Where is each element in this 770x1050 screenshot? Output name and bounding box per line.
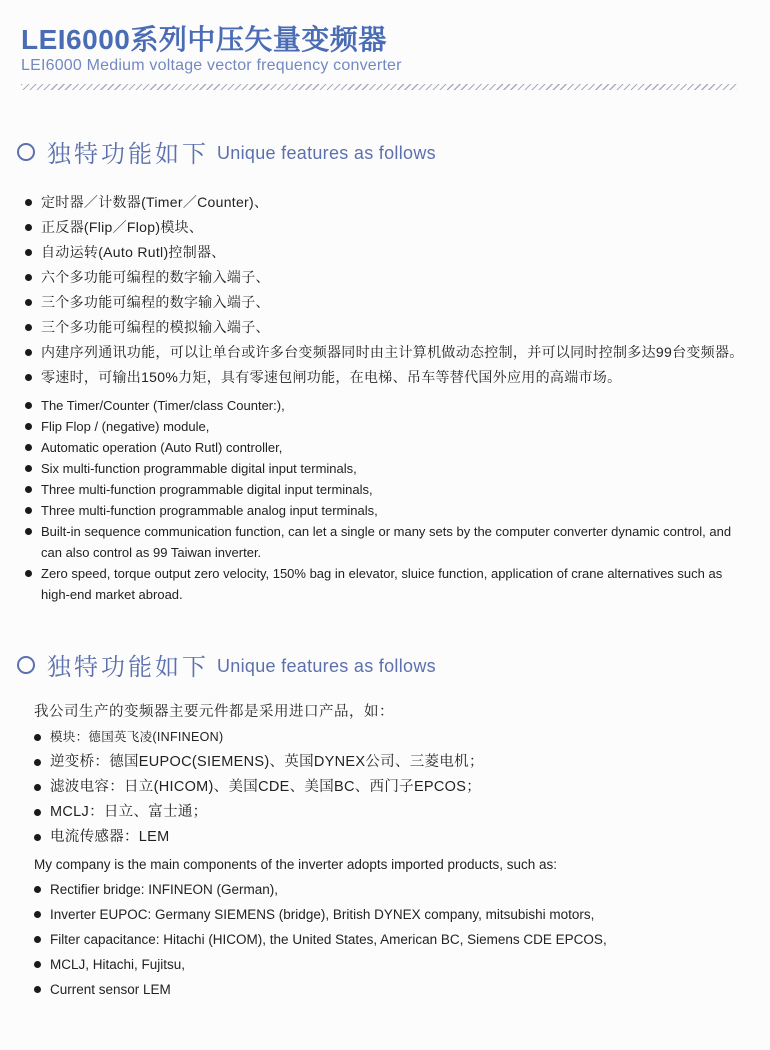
list-item	[34, 877, 748, 902]
list-item	[34, 952, 748, 977]
list-item	[34, 750, 748, 775]
list-item	[25, 416, 748, 437]
section-heading-cn: 独特功能如下	[47, 141, 209, 169]
list-item-text: Six multi-function programmable digital input terminals,	[41, 461, 357, 477]
bullet-icon	[25, 402, 32, 409]
bullet-icon	[25, 324, 32, 331]
list-item-text: 自动运转(Auto Rutl)控制器、	[41, 244, 226, 261]
list-item-text: Inverter EUPOC: Germany SIEMENS (bridge), British DYNEX company, mitsubishi motors,	[50, 907, 595, 923]
bullet-icon	[34, 886, 41, 893]
bullet-icon	[34, 784, 41, 791]
bullet-icon	[34, 759, 41, 766]
list-item	[34, 725, 748, 750]
list-item-text: Built-in sequence communication function, can let a single or many sets by the computer converter dynamic control, and can also control as 99 Taiwan inverter.	[41, 524, 732, 561]
bullet-icon	[34, 936, 41, 943]
bullet-icon	[25, 486, 32, 493]
components-list-en	[34, 877, 748, 1002]
components-list-cn	[34, 725, 748, 850]
bullet-icon	[25, 274, 32, 281]
list-item-text: MCLJ, Hitachi, Fujitsu,	[50, 957, 186, 973]
list-item-text: Filter capacitance: Hitachi (HICOM), the United States, American BC, Siemens CDE EPCOS,	[50, 932, 607, 948]
list-item	[25, 240, 748, 265]
list-item	[34, 977, 748, 1002]
list-item-text: Current sensor LEM	[50, 982, 171, 998]
hatch-divider	[21, 84, 737, 90]
section-heading-cn: 独特功能如下	[47, 654, 209, 682]
circle-icon	[17, 656, 35, 674]
bullet-icon	[34, 834, 41, 841]
list-item	[34, 825, 748, 850]
bullet-icon	[25, 423, 32, 430]
bullet-icon	[25, 199, 32, 206]
list-item-text: The Timer/Counter (Timer/class Counter:),	[41, 398, 285, 414]
bullet-icon	[25, 374, 32, 381]
page-subtitle: LEI6000 Medium voltage vector frequency converter	[21, 57, 402, 75]
bullet-icon	[25, 465, 32, 472]
list-item-text: 三个多功能可编程的数字输入端子、	[41, 294, 270, 311]
bullet-icon	[34, 986, 41, 993]
section-unique-features-2	[0, 647, 770, 1002]
intro-text-cn: 我公司生产的变频器主要元件都是采用进口产品，如：	[34, 704, 394, 721]
list-item-text: Automatic operation (Auto Rutl) controller,	[41, 440, 283, 456]
list-item	[34, 800, 748, 825]
list-item	[25, 365, 748, 390]
section-heading	[17, 134, 748, 169]
list-item-text: 三个多功能可编程的模拟输入端子、	[41, 319, 270, 336]
bullet-icon	[25, 349, 32, 356]
page-title: LEI6000系列中压矢量变频器	[21, 24, 387, 55]
bullet-icon	[25, 528, 32, 535]
section-unique-features-1	[0, 134, 770, 605]
list-item-text: 滤波电容：日立(HICOM)、美国CDE、美国BC、西门子EPCOS；	[50, 779, 482, 796]
bullet-icon	[25, 570, 32, 577]
list-item	[34, 927, 748, 952]
bullet-icon	[25, 224, 32, 231]
list-item	[25, 437, 748, 458]
bullet-icon	[25, 507, 32, 514]
list-item-text: Zero speed, torque output zero velocity, 150% bag in elevator, sluice function, application of crane alternatives such as high-end market abroad.	[41, 566, 723, 603]
list-item-text: 模块：德国英飞凌(INFINEON)	[50, 730, 224, 745]
bullet-icon	[34, 809, 41, 816]
list-item-text: Flip Flop / (negative) module,	[41, 419, 210, 435]
list-item	[34, 775, 748, 800]
bullet-icon	[25, 444, 32, 451]
section-heading-en: Unique features as follows	[217, 655, 436, 676]
list-item	[25, 521, 748, 563]
bullet-icon	[34, 911, 41, 918]
section-body	[17, 702, 748, 1002]
list-item-text: MCLJ：日立、富士通；	[50, 804, 208, 821]
bullet-icon	[25, 299, 32, 306]
circle-icon	[17, 143, 35, 161]
list-item-text: 逆变桥：德国EUPOC(SIEMENS)、英国DYNEX公司、三菱电机；	[50, 754, 484, 771]
list-item-text: Rectifier bridge: INFINEON (German),	[50, 882, 279, 898]
list-item-text: 零速时，可输出150%力矩，具有零速包闸功能，在电梯、吊车等替代国外应用的高端市场。	[41, 369, 622, 386]
list-item	[34, 902, 748, 927]
section-heading	[17, 647, 748, 682]
bullet-icon	[25, 249, 32, 256]
page-header	[0, 0, 770, 90]
feature-list-en	[17, 395, 748, 605]
list-item-text: Three multi-function programmable analog input terminals,	[41, 503, 378, 519]
list-item-text: 电流传感器：LEM	[50, 829, 170, 846]
list-item	[25, 563, 748, 605]
list-item	[25, 315, 748, 340]
list-item-text: 定时器／计数器(Timer／Counter)、	[41, 194, 269, 211]
intro-text-en: My company is the main components of the inverter adopts imported products, such as:	[34, 857, 558, 873]
feature-list-cn	[17, 190, 748, 390]
list-item-text: 六个多功能可编程的数字输入端子、	[41, 269, 270, 286]
section-heading-en: Unique features as follows	[217, 142, 436, 163]
list-item	[25, 190, 748, 215]
list-item-text: 内建序列通讯功能，可以让单台或许多台变频器同时由主计算机做动态控制，并可以同时控制多达99台变频器。	[41, 344, 744, 361]
list-item	[25, 479, 748, 500]
list-item-text: Three multi-function programmable digital input terminals,	[41, 482, 373, 498]
list-item	[25, 290, 748, 315]
list-item	[25, 500, 748, 521]
list-item	[25, 265, 748, 290]
list-item	[25, 458, 748, 479]
bullet-icon	[34, 961, 41, 968]
list-item	[25, 395, 748, 416]
bullet-icon	[34, 734, 41, 741]
list-item	[25, 215, 748, 240]
list-item	[25, 340, 748, 365]
list-item-text: 正反器(Flip／Flop)模块、	[41, 219, 204, 236]
